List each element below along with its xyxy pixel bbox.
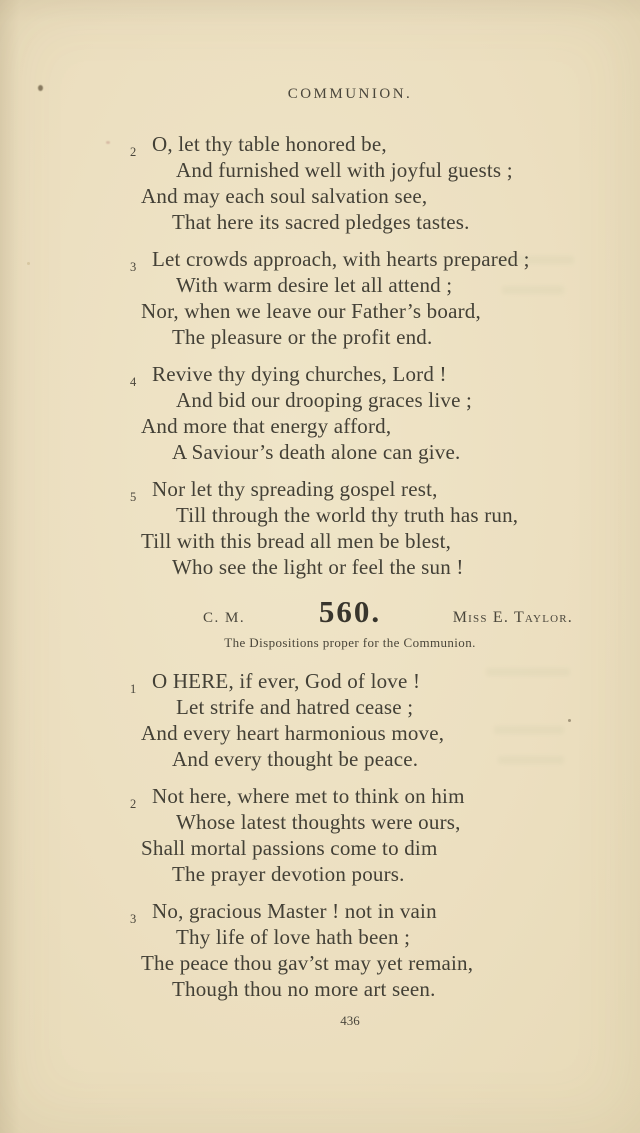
verse-number: 3 <box>130 260 137 274</box>
verse-line: And furnished well with joyful guests ; <box>176 158 513 182</box>
hymn-number: 560. <box>318 594 382 629</box>
paper-speck <box>106 141 110 144</box>
verse-line: Let strife and hatred cease ; <box>176 695 414 719</box>
paper-speck <box>38 85 43 91</box>
verse-number: 3 <box>130 912 137 926</box>
verse-lines <box>141 361 573 465</box>
verse-number: 5 <box>130 490 137 504</box>
verse-line: Let crowds approach, with hearts prepared ; <box>152 247 530 271</box>
verse-line: Who see the light or feel the sun ! <box>172 555 464 579</box>
verse-line: Not here, where met to think on him <box>152 784 465 808</box>
verse-line: Revive thy dying churches, Lord ! <box>152 362 447 386</box>
verse-line: A Saviour’s death alone can give. <box>172 440 461 464</box>
verse-number: 1 <box>130 682 137 696</box>
verse-line: The peace thou gav’st may yet remain, <box>141 951 474 975</box>
verse-line: Till with this bread all men be blest, <box>141 529 452 553</box>
verse-line: O, let thy table honored be, <box>152 132 387 156</box>
verse-line: Shall mortal passions come to dim <box>141 836 438 860</box>
verse-line: The prayer devotion pours. <box>172 862 405 886</box>
verse-line: And every thought be peace. <box>172 747 419 771</box>
verse-lines <box>141 246 573 350</box>
text-block <box>127 86 573 1029</box>
verse-lines <box>141 783 573 887</box>
verse-lines <box>141 131 573 235</box>
verse-line: No, gracious Master ! not in vain <box>152 899 437 923</box>
verse-line: Nor let thy spreading gospel rest, <box>152 477 438 501</box>
verse-line: And may each soul salvation see, <box>141 184 428 208</box>
verse-line: Nor, when we leave our Father’s board, <box>141 299 481 323</box>
hymn-560-verses <box>127 668 573 1002</box>
verse <box>127 476 573 580</box>
running-head: COMMUNION. <box>287 86 413 102</box>
verse-line: Whose latest thoughts were ours, <box>176 810 461 834</box>
hymn-header <box>127 594 573 630</box>
verse <box>127 783 573 887</box>
verse <box>127 246 573 350</box>
hymn-meter: C. M. <box>203 610 246 626</box>
verse-line: The pleasure or the profit end. <box>172 325 433 349</box>
hymn-author: Miss E. Taylor. <box>452 609 573 626</box>
verse <box>127 131 573 235</box>
verse-line: Till through the world thy truth has run, <box>176 503 519 527</box>
verse <box>127 668 573 772</box>
hymn-subtitle: The Dispositions proper for the Communion. <box>224 635 476 650</box>
verse-line: And bid our drooping graces live ; <box>176 388 473 412</box>
verse-line: And every heart harmonious move, <box>141 721 445 745</box>
verse-line: With warm desire let all attend ; <box>176 273 453 297</box>
verse-line: That here its sacred pledges tastes. <box>172 210 470 234</box>
paper-speck <box>27 262 30 265</box>
hymn-continued-verses <box>127 131 573 580</box>
verse-line: Though thou no more art seen. <box>172 977 436 1001</box>
page-number: 436 <box>340 1013 360 1028</box>
verse-number: 2 <box>130 797 137 811</box>
verse-line: O HERE, if ever, God of love ! <box>152 669 421 693</box>
verse-lines <box>141 898 573 1002</box>
verse-line: Thy life of love hath been ; <box>176 925 411 949</box>
verse-line: And more that energy afford, <box>141 414 392 438</box>
verse <box>127 361 573 465</box>
verse <box>127 898 573 1002</box>
verse-lines <box>141 668 573 772</box>
verse-lines <box>141 476 573 580</box>
verse-number: 2 <box>130 145 137 159</box>
verse-number: 4 <box>130 375 137 389</box>
